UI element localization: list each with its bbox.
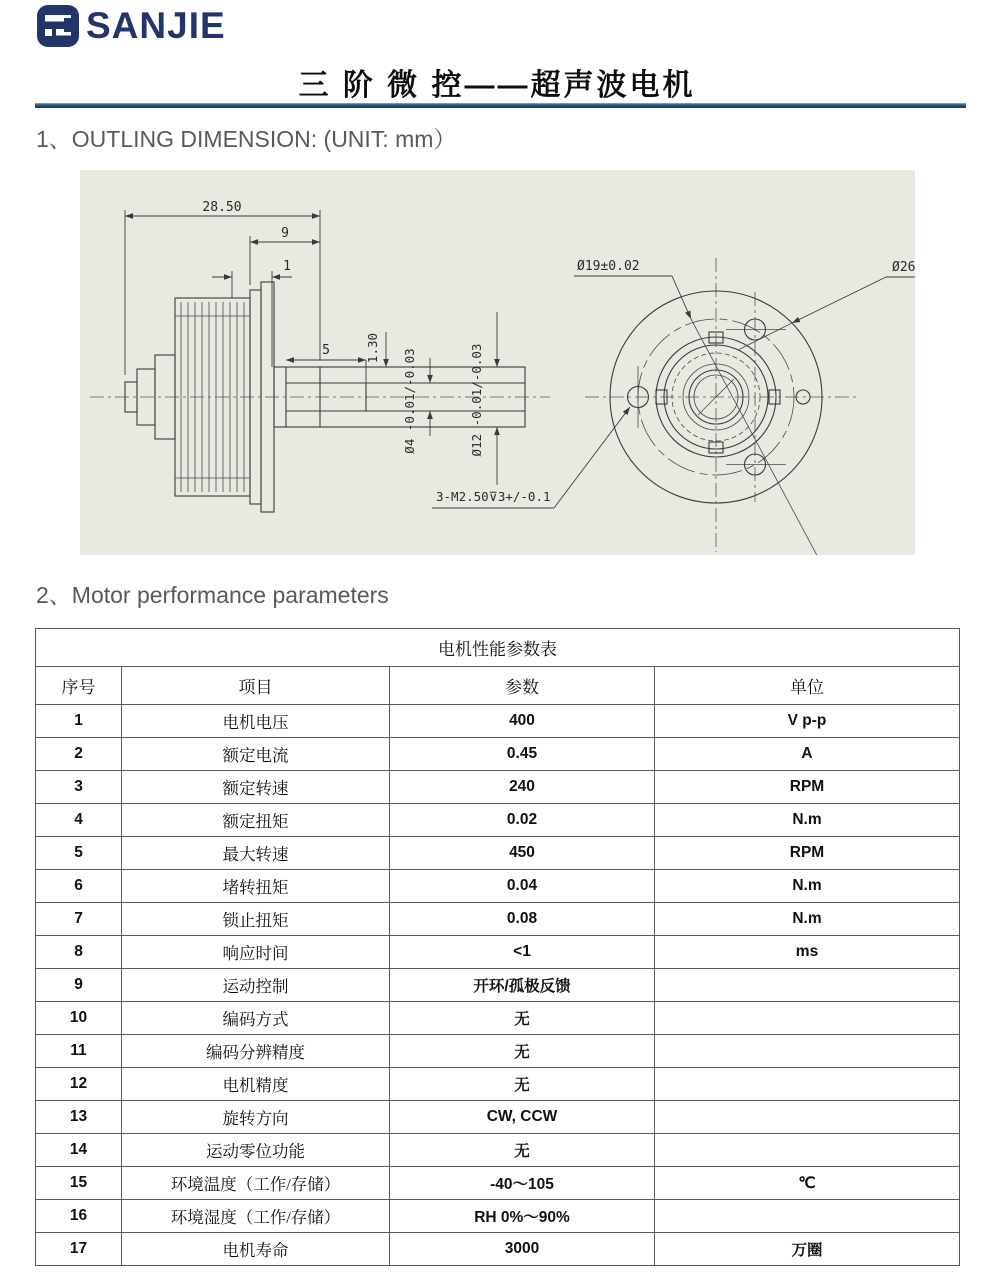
cell-value: -40～105 [390,1167,655,1200]
cell-value: 3000 [390,1233,655,1266]
cell-item: 电机电压 [122,705,390,738]
section-1-heading: 1、OUTLING DIMENSION: (UNIT: mm） [36,126,457,152]
col-header-item: 项目 [122,667,390,705]
table-row [36,969,960,1002]
dim-9: 9 [281,226,289,241]
cell-item: 环境湿度（工作/存储） [122,1200,390,1233]
page-title: 三 阶 微 控——超声波电机 [298,69,696,102]
cell-item: 锁止扭矩 [122,903,390,936]
table-row [36,1167,960,1200]
cell-no: 12 [36,1068,122,1101]
sanjie-logo-icon [36,4,80,48]
table-row [36,870,960,903]
cell-value: 240 [390,771,655,804]
cell-unit: 万圈 [655,1233,960,1266]
cell-item: 编码方式 [122,1002,390,1035]
cell-unit: A [655,738,960,771]
cell-no: 2 [36,738,122,771]
cell-value: 400 [390,705,655,738]
cell-item: 响应时间 [122,936,390,969]
cell-no: 14 [36,1134,122,1167]
cell-unit: ms [655,936,960,969]
section-2-heading: 2、Motor performance parameters [36,582,389,608]
cell-value: 0.45 [390,738,655,771]
cell-no: 3 [36,771,122,804]
cell-no: 9 [36,969,122,1002]
cell-value: 无 [390,1068,655,1101]
cell-value: 无 [390,1035,655,1068]
cell-unit: V p-p [655,705,960,738]
table-row [36,1101,960,1134]
table-header-row [36,667,960,705]
cell-unit: N.m [655,903,960,936]
cell-no: 5 [36,837,122,870]
cell-unit: N.m [655,804,960,837]
dim-total-length: 28.50 [202,200,242,215]
cell-item: 环境温度（工作/存储） [122,1167,390,1200]
cell-no: 16 [36,1200,122,1233]
cell-unit [655,1200,960,1233]
motor-front-view [432,258,915,555]
cell-value: 无 [390,1002,655,1035]
cell-item: 电机寿命 [122,1233,390,1266]
cell-value: 0.08 [390,903,655,936]
cell-item: 电机精度 [122,1068,390,1101]
table-row [36,738,960,771]
cell-unit [655,1068,960,1101]
cell-value: CW, CCW [390,1101,655,1134]
cell-no: 15 [36,1167,122,1200]
cell-value: 450 [390,837,655,870]
table-row [36,903,960,936]
logo-text: SANJIE [86,5,226,46]
cell-no: 11 [36,1035,122,1068]
cell-item: 额定转速 [122,771,390,804]
table-title: 电机性能参数表 [36,629,960,667]
table-row [36,1233,960,1266]
table-row [36,837,960,870]
cell-no: 7 [36,903,122,936]
cell-item: 旋转方向 [122,1101,390,1134]
motor-drum [175,298,250,496]
table-title-row [36,629,960,667]
cell-unit: ℃ [655,1167,960,1200]
cell-value: 0.04 [390,870,655,903]
cell-value: 无 [390,1134,655,1167]
cell-value: <1 [390,936,655,969]
cell-no: 4 [36,804,122,837]
table-row [36,1035,960,1068]
table-row [36,804,960,837]
dim-outer-diameter: Ø26 [892,260,915,275]
cell-unit [655,1134,960,1167]
cell-value: 开环/孤极反馈 [390,969,655,1002]
cell-no: 10 [36,1002,122,1035]
dim-1-30: 1.30 [365,332,380,364]
cell-unit: RPM [655,837,960,870]
cell-no: 6 [36,870,122,903]
cell-item: 堵转扭矩 [122,870,390,903]
performance-table-body [36,629,960,1266]
title-divider [35,103,966,108]
cell-item: 最大转速 [122,837,390,870]
cell-no: 8 [36,936,122,969]
cell-item: 运动零位功能 [122,1134,390,1167]
dim-body-diameter: Ø12 -0.01/-0.03 [469,343,484,457]
table-row [36,1068,960,1101]
cell-no: 17 [36,1233,122,1266]
cell-no: 1 [36,705,122,738]
cell-unit [655,969,960,1002]
cell-unit [655,1002,960,1035]
table-row [36,705,960,738]
cell-unit [655,1101,960,1134]
cell-item: 运动控制 [122,969,390,1002]
table-row [36,1002,960,1035]
dimension-drawing-panel [80,170,915,555]
dim-5: 5 [322,343,330,358]
dim-bolt-circle: Ø19±0.02 [577,259,640,274]
dim-screw-note: 3-M2.50⊽3+/-0.1 [436,489,551,504]
cell-item: 额定扭矩 [122,804,390,837]
cell-item: 编码分辨精度 [122,1035,390,1068]
dimension-drawing [80,170,915,555]
cell-unit [655,1035,960,1068]
cell-no: 13 [36,1101,122,1134]
motor-side-view [90,200,550,512]
col-header-value: 参数 [390,667,655,705]
col-header-no: 序号 [36,667,122,705]
table-row [36,771,960,804]
logo [36,4,226,48]
performance-table [35,628,960,1266]
cell-value: RH 0%～90% [390,1200,655,1233]
dim-shaft-diameter: Ø4 -0.01/-0.03 [402,348,417,454]
table-row [36,1134,960,1167]
table-row [36,936,960,969]
col-header-unit: 单位 [655,667,960,705]
cell-unit: N.m [655,870,960,903]
cell-unit: RPM [655,771,960,804]
table-row [36,1200,960,1233]
cell-value: 0.02 [390,804,655,837]
cell-item: 额定电流 [122,738,390,771]
dim-1: 1 [283,259,291,274]
